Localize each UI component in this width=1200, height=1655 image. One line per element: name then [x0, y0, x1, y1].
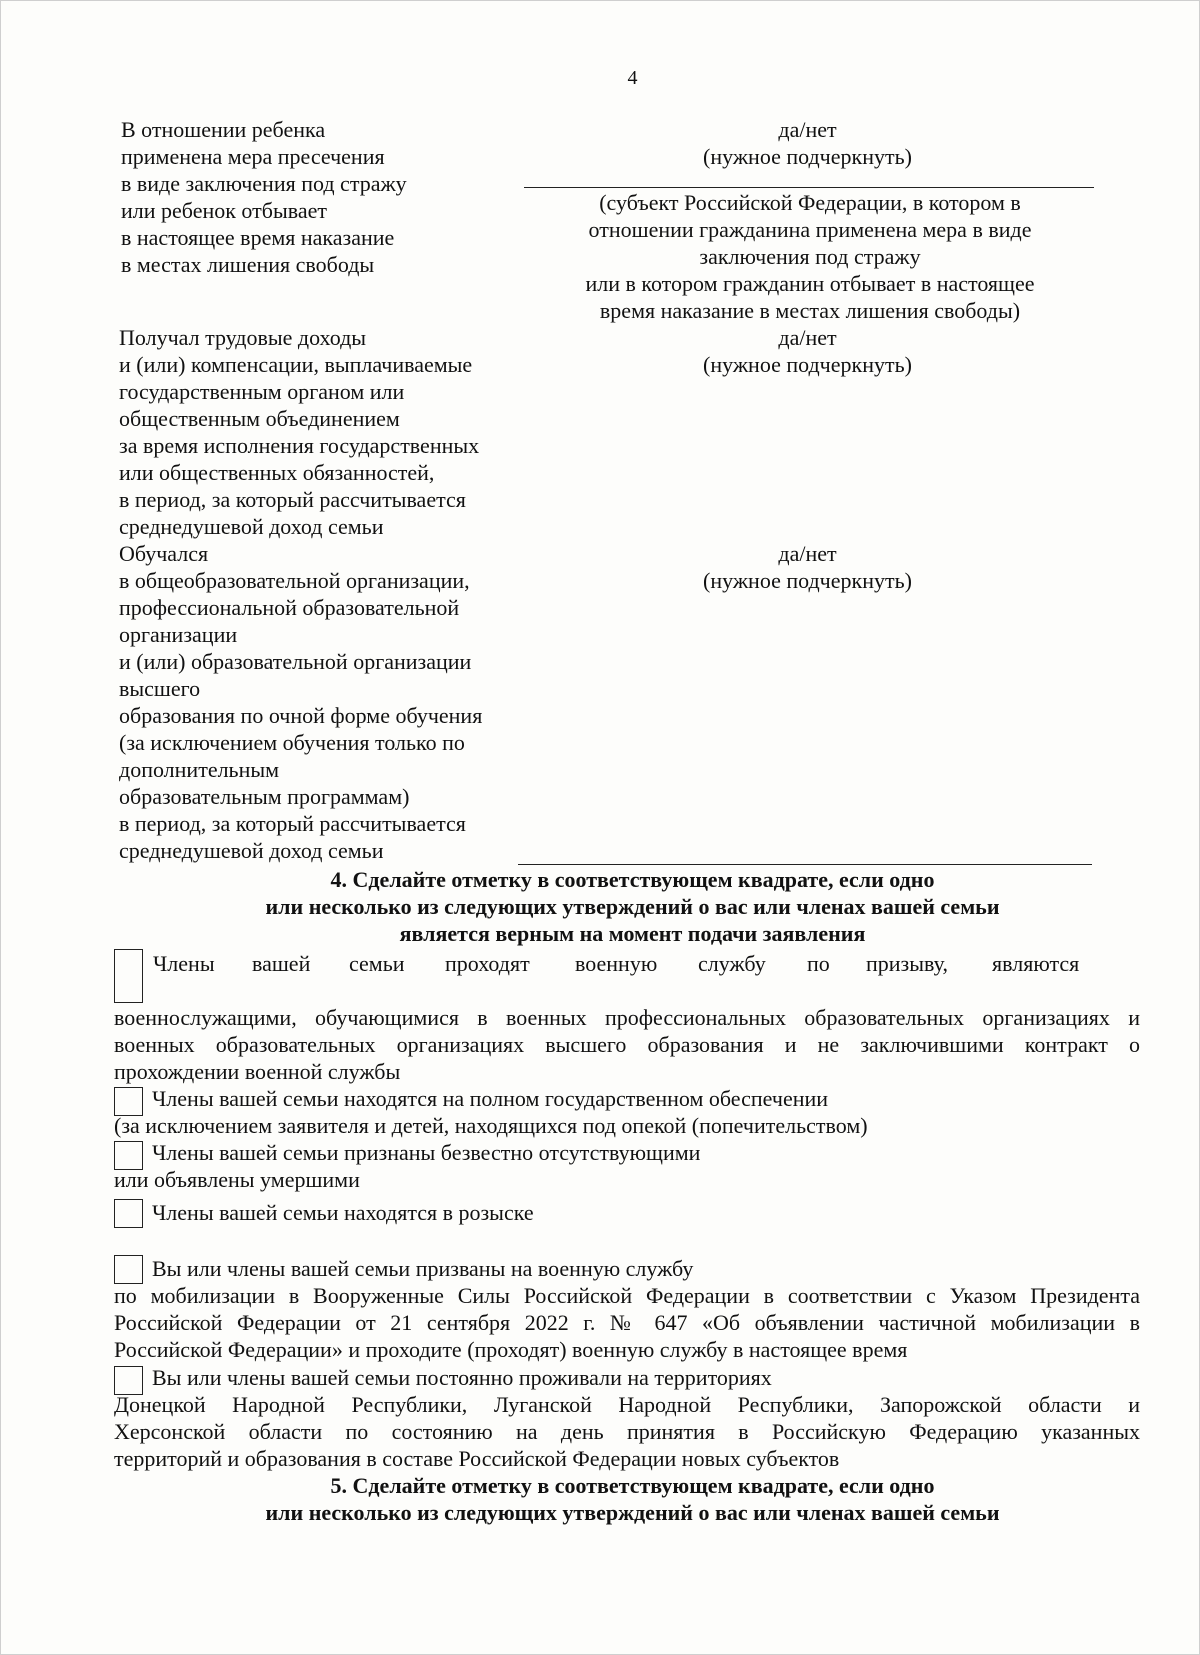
study-line: профессиональной образовательной	[119, 595, 460, 620]
item1-word: службу	[698, 951, 766, 976]
subject-caption-line: отношении гражданина применена мера в виде	[588, 217, 1032, 242]
item6-text-line: территорий и образования в составе Российской Федерации новых субъектов	[114, 1446, 840, 1471]
section4-heading-line: или несколько из следующих утверждений о вас или членах вашей семьи	[265, 894, 1000, 919]
study-yes-no: да/нет	[778, 541, 837, 566]
income-line: среднедушевой доход семьи	[119, 514, 384, 539]
section5-heading-line: 5. Сделайте отметку в соответствующем квадрате, если одно	[330, 1473, 935, 1498]
detention-yes-no: да/нет	[778, 117, 837, 142]
study-line: и (или) образовательной организации	[119, 649, 472, 674]
item1-word: Члены	[153, 951, 215, 976]
detention-line: или ребенок отбывает	[121, 198, 327, 223]
subject-caption-line: заключения под стражу	[699, 244, 921, 269]
subject-input-line	[524, 187, 1094, 188]
section5-heading-line: или несколько из следующих утверждений о вас или членах вашей семьи	[265, 1500, 1000, 1525]
income-line: в период, за который рассчитывается	[119, 487, 466, 512]
item1-word: проходят	[445, 951, 530, 976]
study-underline-hint: (нужное подчеркнуть)	[703, 568, 912, 593]
study-line: дополнительным	[119, 757, 280, 782]
wanted-persons-checkbox[interactable]	[114, 1199, 143, 1228]
item4-text: Члены вашей семьи находятся в розыске	[152, 1200, 534, 1225]
study-line: образования по очной форме обучения	[119, 703, 483, 728]
study-line: образовательным программам)	[119, 784, 410, 809]
detention-line: применена мера пресечения	[121, 144, 385, 169]
study-line: Обучался	[119, 541, 209, 566]
page-number: 4	[627, 67, 638, 89]
item1-word: являются	[992, 951, 1080, 976]
study-line: среднедушевой доход семьи	[119, 838, 384, 863]
detention-underline-hint: (нужное подчеркнуть)	[703, 144, 912, 169]
study-line: организации	[119, 622, 238, 647]
income-line: и (или) компенсации, выплачиваемые	[119, 352, 473, 377]
study-line: в период, за который рассчитывается	[119, 811, 466, 836]
section4-heading-line: является верным на момент подачи заявления	[399, 921, 866, 946]
item5-text: Вы или члены вашей семьи призваны на военную службу	[152, 1256, 694, 1281]
item1-word: призыву,	[866, 951, 948, 976]
item5-text-line: Российской Федерации» и проходите (проходят) военную службу в настоящее время	[114, 1337, 908, 1362]
item2-text: Члены вашей семьи находятся на полном государственном обеспечении	[152, 1086, 829, 1111]
item1-text-line: военных образовательных организациях высшего образования и не заключившими контракт о	[114, 1032, 1140, 1057]
mobilization-checkbox[interactable]	[114, 1255, 143, 1284]
section4-heading-line: 4. Сделайте отметку в соответствующем квадрате, если одно	[330, 867, 935, 892]
income-line: за время исполнения государственных	[119, 433, 480, 458]
study-line: в общеобразовательной организации,	[119, 568, 470, 593]
item5-text-line: Российской Федерации от 21 сентября 2022 г. № 647 «Об объявлении частичной мобилизации в	[114, 1310, 1140, 1335]
item3-continuation: или объявлены умершими	[114, 1167, 360, 1192]
subject-caption-line: (субъект Российской Федерации, в котором в	[599, 190, 1021, 215]
item1-text-line: военнослужащими, обучающимися в военных профессиональных образовательных организациях и	[114, 1005, 1140, 1030]
income-line: государственным органом или	[119, 379, 405, 404]
item2-continuation: (за исключением заявителя и детей, находящихся под опекой (попечительством)	[114, 1113, 868, 1138]
subject-caption-line: время наказание в местах лишения свободы)	[599, 298, 1021, 323]
detention-line: в местах лишения свободы	[121, 252, 375, 277]
item3-text: Члены вашей семьи признаны безвестно отсутствующими	[152, 1140, 701, 1165]
item1-text-line: прохождении военной службы	[114, 1059, 401, 1084]
subject-caption-line: или в котором гражданин отбывает в настоящее	[585, 271, 1035, 296]
income-line: или общественных обязанностей,	[119, 460, 435, 485]
income-yes-no: да/нет	[778, 325, 837, 350]
item6-text-line: Херсонской области по состоянию на день принятия в Российскую Федерацию указанных	[114, 1419, 1140, 1444]
item5-text-line: по мобилизации в Вооруженные Силы Российской Федерации в соответствии с Указом Президента	[114, 1283, 1140, 1308]
detention-line: в настоящее время наказание	[121, 225, 395, 250]
study-line: (за исключением обучения только по	[119, 730, 465, 755]
income-line: общественным объединением	[119, 406, 400, 431]
item1-word: военную	[575, 951, 658, 976]
income-line: Получал трудовые доходы	[119, 325, 367, 350]
item6-text-line: Донецкой Народной Республики, Луганской Народной Республики, Запорожской области и	[114, 1392, 1140, 1417]
income-underline-hint: (нужное подчеркнуть)	[703, 352, 912, 377]
detention-line: В отношении ребенка	[121, 117, 326, 142]
detention-line: в виде заключения под стражу	[121, 171, 407, 196]
study-line: высшего	[119, 676, 201, 701]
item6-text: Вы или члены вашей семьи постоянно проживали на территориях	[152, 1365, 772, 1390]
item1-word: вашей	[252, 951, 311, 976]
item1-word: по	[807, 951, 830, 976]
item1-word: семьи	[349, 951, 405, 976]
study-separator-line	[518, 864, 1092, 865]
military-service-checkbox[interactable]	[114, 949, 143, 1003]
